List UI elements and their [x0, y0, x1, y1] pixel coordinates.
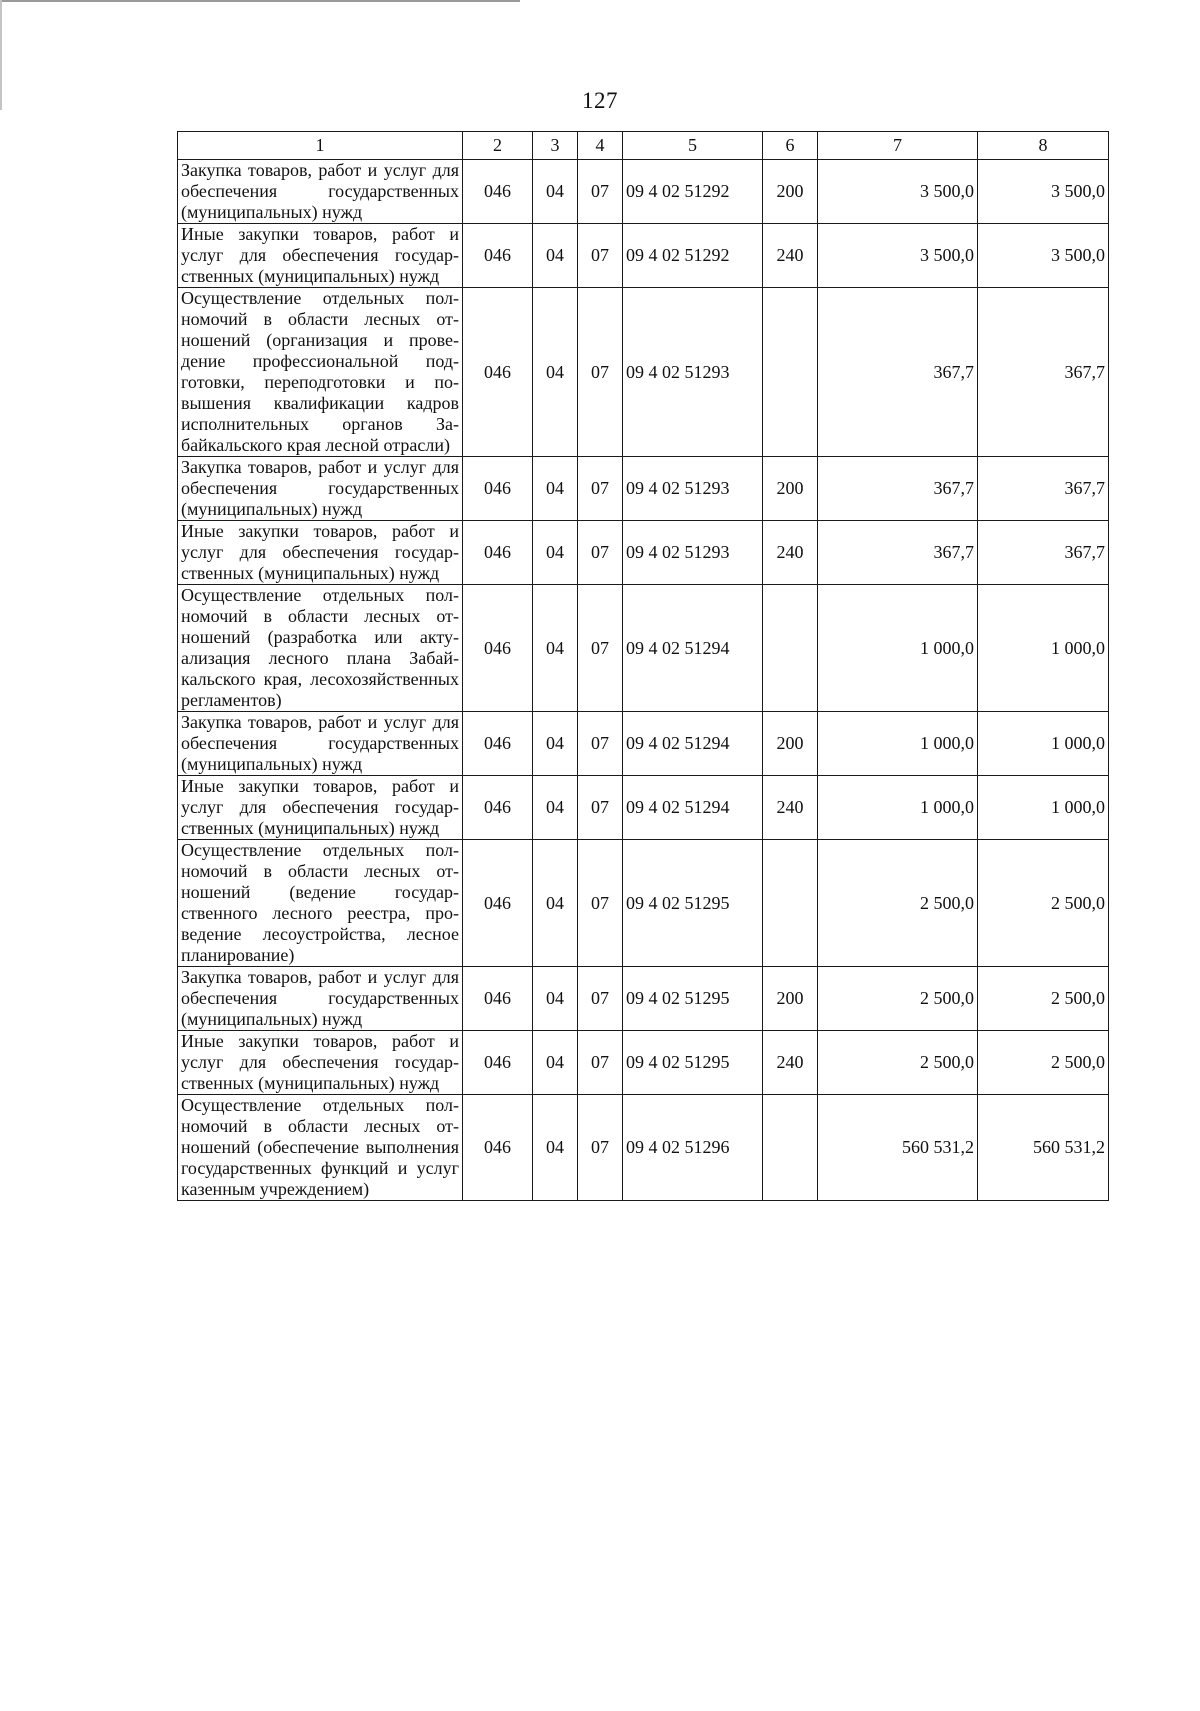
table-row — [178, 585, 1109, 712]
section-code: 046 — [463, 776, 533, 840]
table-row — [178, 712, 1109, 776]
subsection-code-b: 07 — [578, 1031, 623, 1095]
header-cell: 2 — [463, 132, 533, 160]
amount-col-7: 367,7 — [818, 457, 978, 521]
scan-edge-top — [0, 0, 520, 2]
expense-type-code: 200 — [763, 160, 818, 224]
expense-type-code: 240 — [763, 224, 818, 288]
table-row — [178, 288, 1109, 457]
header-cell: 4 — [578, 132, 623, 160]
row-name: Иные закупки товаров, работ и услуг для обеспечения государственных (муниципальных) нужд — [178, 776, 463, 840]
expense-type-code: 200 — [763, 457, 818, 521]
header-cell: 8 — [978, 132, 1109, 160]
section-code: 046 — [463, 224, 533, 288]
subsection-code-a: 04 — [533, 288, 578, 457]
expense-type-code: 200 — [763, 967, 818, 1031]
target-article-code: 09 4 02 51296 — [623, 1095, 763, 1201]
header-cell: 3 — [533, 132, 578, 160]
subsection-code-a: 04 — [533, 457, 578, 521]
section-code: 046 — [463, 1031, 533, 1095]
section-code: 046 — [463, 712, 533, 776]
row-name: Осуществление отдельных полномочий в области лесных отношений (организация и проведение профессиональной подготовки, переподготовки и повышения квалификации кадров исполнительных органов Забайкальского края лесной отрасли) — [178, 288, 463, 457]
row-name: Закупка товаров, работ и услуг для обеспечения государственных (муниципальных) нужд — [178, 712, 463, 776]
expense-type-code: 240 — [763, 1031, 818, 1095]
amount-col-7: 3 500,0 — [818, 160, 978, 224]
amount-col-8: 560 531,2 — [978, 1095, 1109, 1201]
subsection-code-a: 04 — [533, 840, 578, 967]
row-name: Закупка товаров, работ и услуг для обеспечения государственных (муниципальных) нужд — [178, 457, 463, 521]
subsection-code-b: 07 — [578, 521, 623, 585]
expense-type-code: 240 — [763, 776, 818, 840]
subsection-code-a: 04 — [533, 1095, 578, 1201]
table-row — [178, 160, 1109, 224]
subsection-code-b: 07 — [578, 288, 623, 457]
expense-type-code: 200 — [763, 712, 818, 776]
subsection-code-b: 07 — [578, 457, 623, 521]
target-article-code: 09 4 02 51295 — [623, 840, 763, 967]
section-code: 046 — [463, 585, 533, 712]
page-number: 127 — [582, 88, 618, 113]
row-name: Осуществление отдельных полномочий в области лесных отношений (ведение государственного лесного реестра, проведение лесоустройства, лесное планирование) — [178, 840, 463, 967]
header-cell: 7 — [818, 132, 978, 160]
expense-type-code — [763, 585, 818, 712]
target-article-code: 09 4 02 51293 — [623, 288, 763, 457]
section-code: 046 — [463, 288, 533, 457]
amount-col-7: 367,7 — [818, 521, 978, 585]
target-article-code: 09 4 02 51292 — [623, 160, 763, 224]
subsection-code-a: 04 — [533, 585, 578, 712]
section-code: 046 — [463, 1095, 533, 1201]
section-code: 046 — [463, 160, 533, 224]
expense-type-code — [763, 840, 818, 967]
amount-col-7: 2 500,0 — [818, 967, 978, 1031]
amount-col-8: 3 500,0 — [978, 160, 1109, 224]
row-name: Иные закупки товаров, работ и услуг для обеспечения государственных (муниципальных) нужд — [178, 1031, 463, 1095]
amount-col-8: 2 500,0 — [978, 967, 1109, 1031]
target-article-code: 09 4 02 51293 — [623, 457, 763, 521]
subsection-code-b: 07 — [578, 585, 623, 712]
section-code: 046 — [463, 840, 533, 967]
expense-type-code — [763, 1095, 818, 1201]
subsection-code-a: 04 — [533, 160, 578, 224]
amount-col-7: 2 500,0 — [818, 1031, 978, 1095]
header-cell: 5 — [623, 132, 763, 160]
subsection-code-a: 04 — [533, 224, 578, 288]
subsection-code-b: 07 — [578, 840, 623, 967]
target-article-code: 09 4 02 51293 — [623, 521, 763, 585]
row-name: Закупка товаров, работ и услуг для обеспечения государственных (муниципальных) нужд — [178, 967, 463, 1031]
row-name: Иные закупки товаров, работ и услуг для обеспечения государственных (муниципальных) нужд — [178, 224, 463, 288]
target-article-code: 09 4 02 51294 — [623, 776, 763, 840]
subsection-code-b: 07 — [578, 224, 623, 288]
row-name: Осуществление отдельных полномочий в области лесных отношений (разработка или актуализация лесного плана Забайкальского края, лесохозяйственных регламентов) — [178, 585, 463, 712]
table-body — [178, 160, 1109, 1201]
amount-col-8: 3 500,0 — [978, 224, 1109, 288]
amount-col-7: 1 000,0 — [818, 585, 978, 712]
amount-col-8: 1 000,0 — [978, 776, 1109, 840]
table-row — [178, 521, 1109, 585]
subsection-code-b: 07 — [578, 967, 623, 1031]
amount-col-7: 560 531,2 — [818, 1095, 978, 1201]
amount-col-8: 367,7 — [978, 288, 1109, 457]
amount-col-8: 2 500,0 — [978, 1031, 1109, 1095]
target-article-code: 09 4 02 51294 — [623, 585, 763, 712]
target-article-code: 09 4 02 51295 — [623, 967, 763, 1031]
subsection-code-a: 04 — [533, 712, 578, 776]
target-article-code: 09 4 02 51294 — [623, 712, 763, 776]
row-name: Иные закупки товаров, работ и услуг для обеспечения государственных (муниципальных) нужд — [178, 521, 463, 585]
header-cell: 6 — [763, 132, 818, 160]
amount-col-8: 1 000,0 — [978, 712, 1109, 776]
subsection-code-b: 07 — [578, 712, 623, 776]
amount-col-8: 367,7 — [978, 521, 1109, 585]
subsection-code-b: 07 — [578, 776, 623, 840]
amount-col-7: 1 000,0 — [818, 776, 978, 840]
amount-col-7: 1 000,0 — [818, 712, 978, 776]
amount-col-7: 2 500,0 — [818, 840, 978, 967]
amount-col-8: 2 500,0 — [978, 840, 1109, 967]
subsection-code-a: 04 — [533, 776, 578, 840]
amount-col-7: 3 500,0 — [818, 224, 978, 288]
row-name: Закупка товаров, работ и услуг для обеспечения государственных (муниципальных) нужд — [178, 160, 463, 224]
target-article-code: 09 4 02 51295 — [623, 1031, 763, 1095]
table-row — [178, 224, 1109, 288]
header-row — [178, 132, 1109, 160]
amount-col-8: 367,7 — [978, 457, 1109, 521]
header-cell: 1 — [178, 132, 463, 160]
table-row — [178, 840, 1109, 967]
amount-col-7: 367,7 — [818, 288, 978, 457]
table-row — [178, 457, 1109, 521]
section-code: 046 — [463, 457, 533, 521]
expense-type-code — [763, 288, 818, 457]
section-code: 046 — [463, 967, 533, 1031]
subsection-code-b: 07 — [578, 160, 623, 224]
table-row — [178, 1095, 1109, 1201]
row-name: Осуществление отдельных полномочий в области лесных отношений (обеспечение выполнения государственных функций и услуг казенным учреждением) — [178, 1095, 463, 1201]
target-article-code: 09 4 02 51292 — [623, 224, 763, 288]
subsection-code-b: 07 — [578, 1095, 623, 1201]
subsection-code-a: 04 — [533, 521, 578, 585]
amount-col-8: 1 000,0 — [978, 585, 1109, 712]
budget-table — [177, 131, 1109, 1201]
table-row — [178, 967, 1109, 1031]
table-row — [178, 1031, 1109, 1095]
table-row — [178, 776, 1109, 840]
section-code: 046 — [463, 521, 533, 585]
subsection-code-a: 04 — [533, 1031, 578, 1095]
subsection-code-a: 04 — [533, 967, 578, 1031]
expense-type-code: 240 — [763, 521, 818, 585]
